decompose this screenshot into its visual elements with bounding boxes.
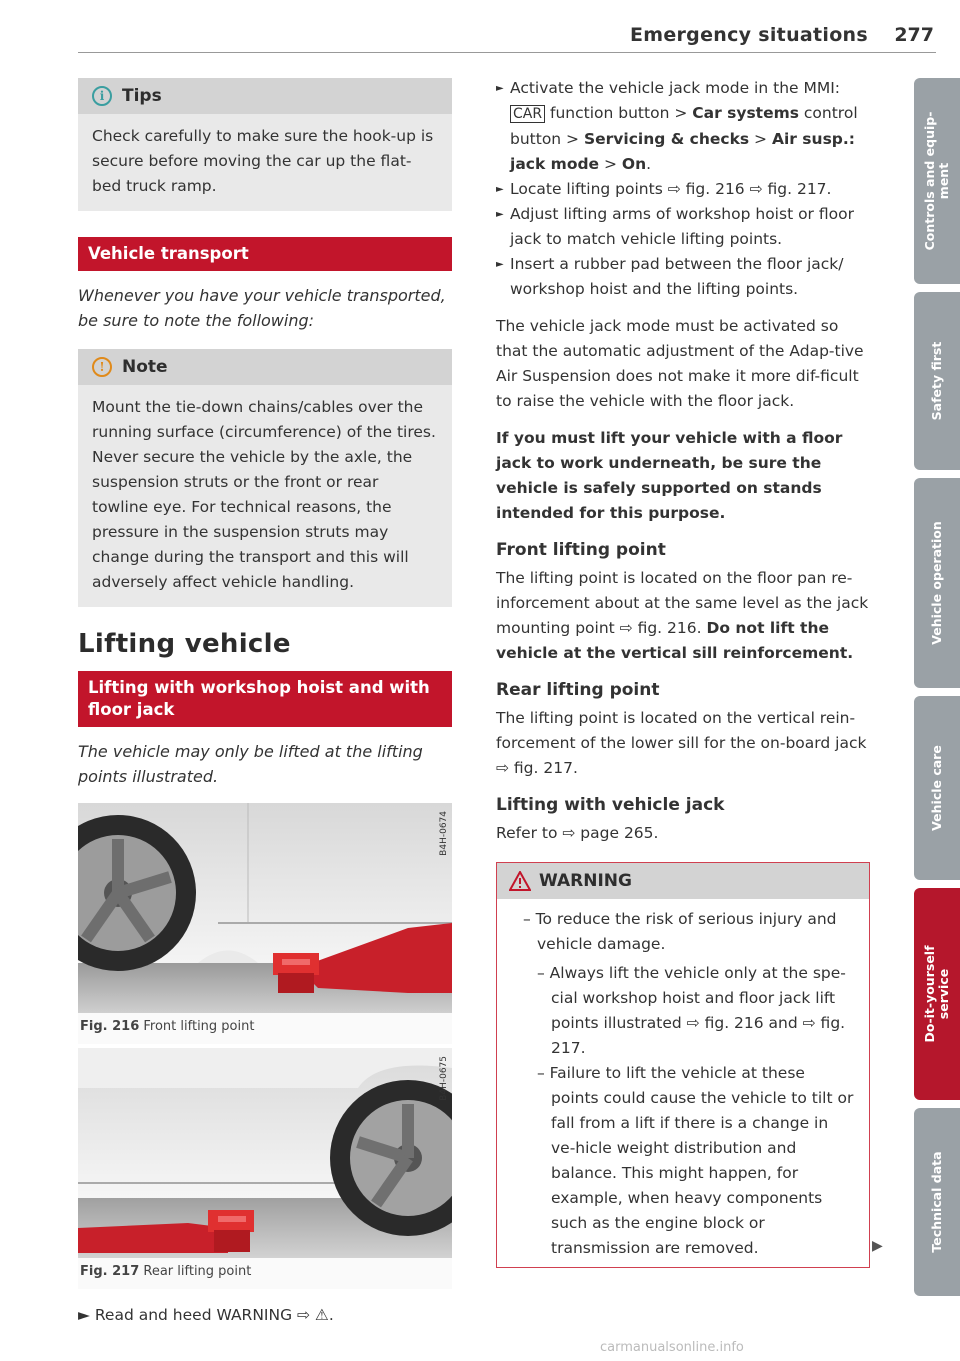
figure-code: B4H-0675 <box>439 1056 449 1101</box>
figure-caption <box>78 1013 452 1044</box>
read-warning-instruction: ► Read and heed WARNING ⇨ ⚠. <box>78 1306 334 1324</box>
right-column <box>496 76 870 1268</box>
note-icon: ! <box>92 357 112 377</box>
figure-217 <box>78 1048 452 1289</box>
note-box <box>78 349 452 607</box>
header-rule <box>78 52 936 53</box>
figure-caption <box>78 1258 452 1289</box>
safety-paragraph: If you must lift your vehicle with a floor jack to work underneath, be sure the vehicle is safely supported on stands intended for this purpose. <box>496 429 843 522</box>
menu-path-item: Car systems <box>692 104 799 122</box>
warning-triangle-icon <box>509 871 531 891</box>
step-insert-pad: ► Insert a rubber pad between the floor jack/ workshop hoist and the lifting points. <box>496 252 870 302</box>
figure-number: Fig. 216 <box>80 1019 140 1034</box>
vehicle-jack-text: Refer to ⇨ page 265. <box>496 824 659 842</box>
warning-item: – Failure to lift the vehicle at these points could cause the vehicle to tilt or fall from a lift if there is a change in ve-hicle weight distribution and balance. This might happen, for example, when heavy components such as the engine block or transmission are removed. <box>537 1064 854 1257</box>
warning-item: – Always lift the vehicle only at the spe-cial workshop hoist and floor jack lift points illustrated ⇨ fig. 216 and ⇨ fig. 217. <box>537 964 846 1057</box>
rear-lifting-heading: Rear lifting point <box>496 680 660 700</box>
note-text: Mount the tie-down chains/cables over the running surface (circumference) of the tires. Never secure the vehicle by the axle, the suspension struts or the front or rear towline eye. For technical reasons, the pressure in the suspension struts may change during the transport and this will adversely affect vehicle handling. <box>92 398 436 591</box>
tab-do-it-yourself[interactable] <box>914 888 960 1100</box>
header-title: Emergency situations <box>629 24 868 46</box>
vehicle-transport-heading: Vehicle transport <box>78 237 452 271</box>
vehicle-jack-heading: Lifting with vehicle jack <box>496 795 725 815</box>
menu-path-item: Servicing & checks <box>583 130 750 148</box>
jack-mode-paragraph: The vehicle jack mode must be activated so that the automatic adjustment of the Adap-tive Air Suspension does not make it more dif-ficult to raise the vehicle with the floor jack. <box>496 317 864 410</box>
lifting-intro: The vehicle may only be lifted at the lifting points illustrated. <box>78 742 423 786</box>
section-title: Lifting vehicle <box>78 629 291 659</box>
warning-body <box>497 899 869 1267</box>
step-adjust-arms: ► Adjust lifting arms of workshop hoist or floor jack to match vehicle lifting points. <box>496 202 870 252</box>
tips-box <box>78 78 452 211</box>
warning-item: – To reduce the risk of serious injury and vehicle damage. <box>523 910 837 953</box>
warning-header <box>497 863 869 899</box>
left-column <box>78 78 452 1328</box>
step-text: . <box>646 155 652 173</box>
tips-title: Tips <box>122 86 162 106</box>
tab-label: Controls and equip- ment <box>922 111 951 251</box>
tab-technical-data[interactable] <box>914 1108 960 1296</box>
tab-vehicle-care[interactable] <box>914 696 960 880</box>
figure-code: B4H-0674 <box>439 811 449 856</box>
step-activate-jack-mode <box>496 76 870 177</box>
rear-lifting-point-image <box>78 1048 452 1258</box>
front-lifting-emphasis: Do not lift the vehicle at the vertical sill reinforcement. <box>496 619 854 662</box>
note-header <box>78 349 452 385</box>
figure-number: Fig. 217 <box>80 1264 140 1279</box>
car-key-label: CAR <box>510 105 545 123</box>
tips-text: Check carefully to make sure the hook-up is secure before moving the car up the flat-bed truck ramp. <box>92 127 434 195</box>
tab-label: Vehicle operation <box>929 521 944 645</box>
step-text: > <box>599 155 622 173</box>
step-text: control button > <box>510 104 858 148</box>
figure-caption-text: Front lifting point <box>143 1019 255 1034</box>
warning-title: WARNING <box>539 871 632 891</box>
page-number: 277 <box>894 24 934 46</box>
front-lifting-point-image <box>78 803 452 1013</box>
front-lifting-heading: Front lifting point <box>496 540 666 560</box>
tab-label: Vehicle care <box>929 745 944 831</box>
tab-controls[interactable] <box>914 78 960 284</box>
tab-label: Safety first <box>929 341 944 421</box>
step-text: function button > <box>545 104 693 122</box>
vehicle-transport-intro: Whenever you have your vehicle transported, be sure to note the following: <box>78 286 446 330</box>
menu-path-item: Air susp.: jack mode <box>510 130 855 173</box>
tab-label: Do-it-yourself service <box>922 945 951 1043</box>
tab-safety[interactable] <box>914 292 960 470</box>
tab-vehicle-operation[interactable] <box>914 478 960 688</box>
step-locate-points: ► Locate lifting points ⇨ fig. 216 ⇨ fig. 217. <box>496 177 870 202</box>
tips-header <box>78 78 452 114</box>
tab-label: Technical data <box>929 1151 944 1253</box>
step-text: Activate the vehicle jack mode in the MMI: <box>510 79 841 97</box>
front-lifting-body: The lifting point is located on the floor pan re-inforcement about at the same level as the jack mounting point ⇨ fig. 216. <box>496 569 869 637</box>
continue-arrow-icon: ▶ <box>872 1238 883 1254</box>
info-icon: i <box>92 86 112 106</box>
figure-caption-text: Rear lifting point <box>143 1264 252 1279</box>
warning-box <box>496 862 870 1268</box>
rear-lifting-text: The lifting point is located on the vertical rein-forcement of the lower sill for the on-board jack ⇨ fig. 217. <box>496 709 867 777</box>
lifting-subheading: Lifting with workshop hoist and with floor jack <box>78 671 452 727</box>
menu-path-item: On <box>621 155 647 173</box>
note-title: Note <box>122 357 168 377</box>
front-lifting-text <box>496 566 870 666</box>
watermark: carmanualsonline.info <box>600 1340 744 1355</box>
step-text: > <box>749 130 772 148</box>
figure-216 <box>78 803 452 1044</box>
